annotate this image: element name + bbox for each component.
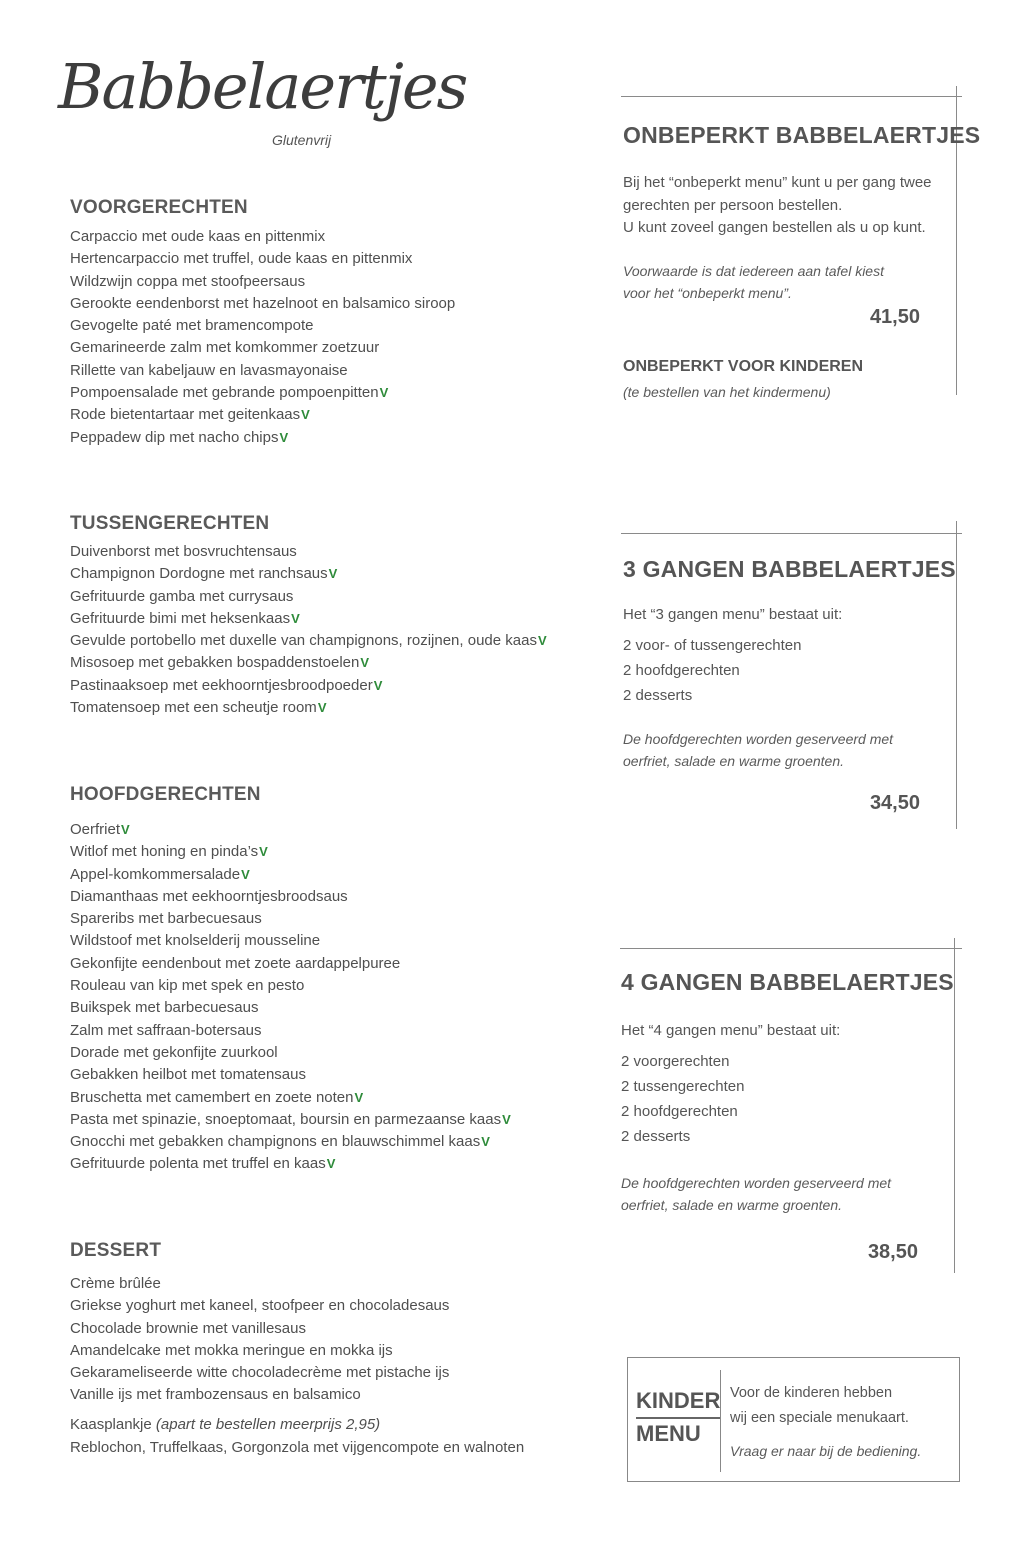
vegetarian-icon: V: [241, 866, 250, 882]
section-title-dessert: DESSERT: [70, 1240, 162, 1261]
vegetarian-icon: V: [481, 1134, 490, 1150]
menu-item-name: Pastinaaksoep met eekhoorntjesbroodpoeder: [70, 676, 373, 694]
menu-item-name: Bruschetta met camembert en zoete noten: [70, 1088, 354, 1106]
onbeperkt-price: 41,50: [869, 306, 920, 328]
drie-gangen-price: 34,50: [869, 792, 920, 814]
menu-item-name: Duivenborst met bosvruchtensaus: [70, 543, 297, 560]
menu-item-name: Tomatensoep met een scheutje room: [70, 699, 317, 717]
vegetarian-icon: V: [301, 407, 310, 423]
vier-gangen-intro: Het “4 gangen menu” bestaat uit:: [621, 1022, 841, 1039]
menu-item: [70, 1153, 511, 1175]
onbeperkt-kids-title: ONBEPERKT VOOR KINDEREN: [623, 358, 864, 375]
kindermenu-text: Voor de kinderen hebben wij een speciale menukaart.: [730, 1385, 909, 1426]
menu-item-name: Gebakken heilbot met tomatensaus: [70, 1066, 306, 1084]
menu-item: [70, 675, 547, 697]
menu-item-name: Wildstoof met knolselderij mousseline: [70, 932, 321, 950]
hoofdgerechten-list: [70, 819, 511, 1176]
menu-item-name: Oerfriet: [70, 821, 121, 838]
menu-item-name: Gefrituurde polenta met truffel en kaas: [70, 1155, 326, 1173]
menu-item-name: Gerookte eendenborst met hazelnoot en balsamico siroop: [70, 294, 456, 312]
menu-item: [70, 975, 511, 997]
kindermenu-divider: [720, 1370, 721, 1472]
menu-item: [70, 271, 455, 293]
menu-item: [70, 1064, 511, 1086]
vegetarian-icon: V: [291, 610, 300, 626]
menu-item-name: Peppadew dip met nacho chips: [70, 428, 279, 446]
section-title-tussengerechten: TUSSENGERECHTEN: [70, 513, 270, 534]
menu-item-name: Diamanthaas met eekhoorntjesbroodsaus: [70, 887, 348, 905]
menu-item: [70, 652, 547, 674]
menu-item: [70, 541, 547, 563]
menu-item: [70, 841, 511, 863]
vegetarian-icon: V: [121, 822, 130, 837]
kindermenu-label: [636, 1386, 720, 1449]
vier-gangen-note: De hoofdgerechten worden geserveerd met oerfriet, salade en warme groenten.: [621, 1175, 892, 1213]
section-title-voorgerechten: VOORGERECHTEN: [70, 197, 248, 218]
menu-item: [70, 908, 511, 930]
menu-item-name: Gemarineerde zalm met komkommer zoetzuur: [70, 339, 380, 357]
menu-item-name: Rode bietentartaar met geitenkaas: [70, 406, 301, 424]
menu-item-name: Amandelcake met mokka meringue en mokka ijs: [70, 1341, 393, 1359]
menu-item-name: Champignon Dordogne met ranchsaus: [70, 565, 328, 583]
logo-subtitle: Glutenvrij: [272, 132, 332, 148]
vegetarian-icon: V: [537, 633, 547, 649]
voorgerechten-list: [70, 226, 455, 449]
menu-item: [70, 427, 455, 449]
menu-item-name: Griekse yoghurt met kaneel, stoofpeer en chocoladesaus: [70, 1297, 450, 1315]
menu-item: [70, 864, 511, 886]
menu-item-name: Gekonfijte eendenbout met zoete aardappelpuree: [70, 954, 401, 972]
onbeperkt-description: Bij het “onbeperkt menu” kunt u per gang twee gerechten per persoon bestellen. U kunt zoveel gangen bestellen als u op kunt.: [623, 174, 932, 236]
onbeperkt-title: ONBEPERKT BABBELAERTJES: [623, 122, 981, 148]
kindermenu-label-top: KINDER: [636, 1386, 720, 1419]
menu-item: [70, 997, 511, 1019]
menu-item-name: Gefrituurde gamba met currysaus: [70, 587, 294, 605]
drie-gangen-includes: 2 voor- of tussengerechten 2 hoofdgerechten 2 desserts: [623, 637, 802, 704]
menu-item-name: Gevulde portobello met duxelle van champignons, rozijnen, oude kaas: [70, 632, 537, 650]
drie-gangen-note: De hoofdgerechten worden geserveerd met oerfriet, salade en warme groenten.: [623, 731, 894, 769]
menu-item: [70, 930, 511, 952]
cheese-note: (apart te bestellen meerprijs 2,95): [155, 1416, 381, 1433]
cheese-platter-line: [70, 1416, 380, 1433]
menu-item: [70, 404, 455, 426]
onbeperkt-condition: Voorwaarde is dat iedereen aan tafel kiest voor het “onbeperkt menu”.: [623, 263, 884, 301]
menu-item-name: Wildzwijn coppa met stoofpeersaus: [70, 272, 306, 290]
menu-item-name: Buikspek met barbecuesaus: [70, 999, 259, 1017]
cheese-label: Kaasplankje: [70, 1416, 152, 1433]
menu-item: [70, 248, 455, 270]
menu-item: [70, 953, 511, 975]
vier-gangen-price: 38,50: [867, 1241, 918, 1263]
menu-item: [70, 1295, 449, 1317]
vegetarian-icon: V: [360, 655, 370, 671]
drie-gangen-intro: Het “3 gangen menu” bestaat uit:: [623, 606, 843, 623]
menu-item: [70, 226, 455, 248]
menu-item-name: Gekarameliseerde witte chocoladecrème met pistache ijs: [70, 1364, 450, 1382]
vegetarian-icon: V: [328, 566, 338, 582]
vegetarian-icon: V: [373, 677, 383, 693]
menu-item: [70, 1340, 449, 1362]
menu-item: [70, 1042, 511, 1064]
menu-item-name: Rillette van kabeljauw en lavasmayonaise: [70, 361, 348, 379]
vier-gangen-title: 4 GANGEN BABBELAERTJES: [621, 969, 954, 995]
kindermenu-note: Vraag er naar bij de bediening.: [730, 1443, 922, 1459]
menu-item: [70, 1273, 449, 1295]
menu-item: [70, 630, 547, 652]
vegetarian-icon: V: [259, 844, 268, 860]
vier-gangen-includes: 2 voorgerechten 2 tussengerechten 2 hoofdgerechten 2 desserts: [621, 1053, 745, 1145]
menu-item-name: Dorade met gekonfijte zuurkool: [70, 1043, 278, 1061]
menu-item: [70, 697, 547, 719]
dessert-list: [70, 1273, 449, 1407]
menu-item: [70, 1131, 511, 1153]
menu-item: [70, 1384, 449, 1406]
vegetarian-icon: V: [379, 385, 389, 401]
logo: Babbelaertjes: [58, 50, 467, 123]
vier-gangen-frame-top: [620, 948, 962, 949]
section-title-hoofdgerechten: HOOFDGERECHTEN: [70, 784, 261, 805]
menu-item-name: Pasta met spinazie, snoeptomaat, boursin en parmezaanse kaas: [70, 1110, 502, 1128]
menu-item: [70, 1087, 511, 1109]
menu-item-name: Hertencarpaccio met truffel, oude kaas en pittenmix: [70, 250, 413, 268]
menu-item-name: Zalm met saffraan-botersaus: [70, 1021, 262, 1039]
menu-item-name: Gefrituurde bimi met heksenkaas: [70, 609, 291, 627]
menu-item: [70, 1109, 511, 1131]
menu-item-name: Misosoep met gebakken bospaddenstoelen: [70, 654, 360, 672]
menu-item-name: Crème brûlée: [70, 1275, 161, 1292]
menu-item: [70, 382, 455, 404]
menu-item: [70, 1362, 449, 1384]
vegetarian-icon: V: [317, 700, 327, 716]
menu-item-name: Vanille ijs met frambozensaus en balsamico: [70, 1386, 361, 1404]
menu-item-name: Carpaccio met oude kaas en pittenmix: [70, 228, 326, 245]
menu-item-name: Appel-komkommersalade: [70, 865, 241, 883]
menu-item: [70, 337, 455, 359]
vegetarian-icon: V: [502, 1111, 511, 1127]
drie-gangen-frame-side: [956, 521, 957, 829]
menu-item-name: Rouleau van kip met spek en pesto: [70, 977, 305, 995]
vegetarian-icon: V: [354, 1089, 364, 1105]
menu-item-name: Spareribs met barbecuesaus: [70, 910, 262, 928]
drie-gangen-frame-top: [621, 533, 962, 534]
menu-item-name: Pompoensalade met gebrande pompoenpitten: [70, 384, 379, 402]
menu-item: [70, 1020, 511, 1042]
menu-item-name: Gevogelte paté met bramencompote: [70, 317, 314, 335]
menu-item: [70, 886, 511, 908]
onbeperkt-frame-top: [621, 96, 962, 97]
menu-item: [70, 819, 511, 841]
cheese-description: Reblochon, Truffelkaas, Gorgonzola met vijgencompote en walnoten: [70, 1439, 525, 1456]
kindermenu-label-bottom: MENU: [636, 1421, 701, 1446]
tussengerechten-list: [70, 541, 547, 719]
menu-item: [70, 586, 547, 608]
menu-item: [70, 563, 547, 585]
vegetarian-icon: V: [326, 1156, 336, 1172]
menu-item-name: Chocolade brownie met vanillesaus: [70, 1319, 306, 1337]
onbeperkt-kids-note: (te bestellen van het kindermenu): [623, 384, 831, 400]
menu-item-name: Gnocchi met gebakken champignons en blauwschimmel kaas: [70, 1133, 481, 1151]
vegetarian-icon: V: [279, 429, 289, 445]
menu-item: [70, 1318, 449, 1340]
menu-item: [70, 360, 455, 382]
vier-gangen-frame-side: [954, 938, 955, 1273]
menu-item: [70, 315, 455, 337]
menu-item-name: Witlof met honing en pinda’s: [70, 843, 259, 861]
drie-gangen-title: 3 GANGEN BABBELAERTJES: [623, 556, 956, 582]
menu-item: [70, 293, 455, 315]
menu-item: [70, 608, 547, 630]
